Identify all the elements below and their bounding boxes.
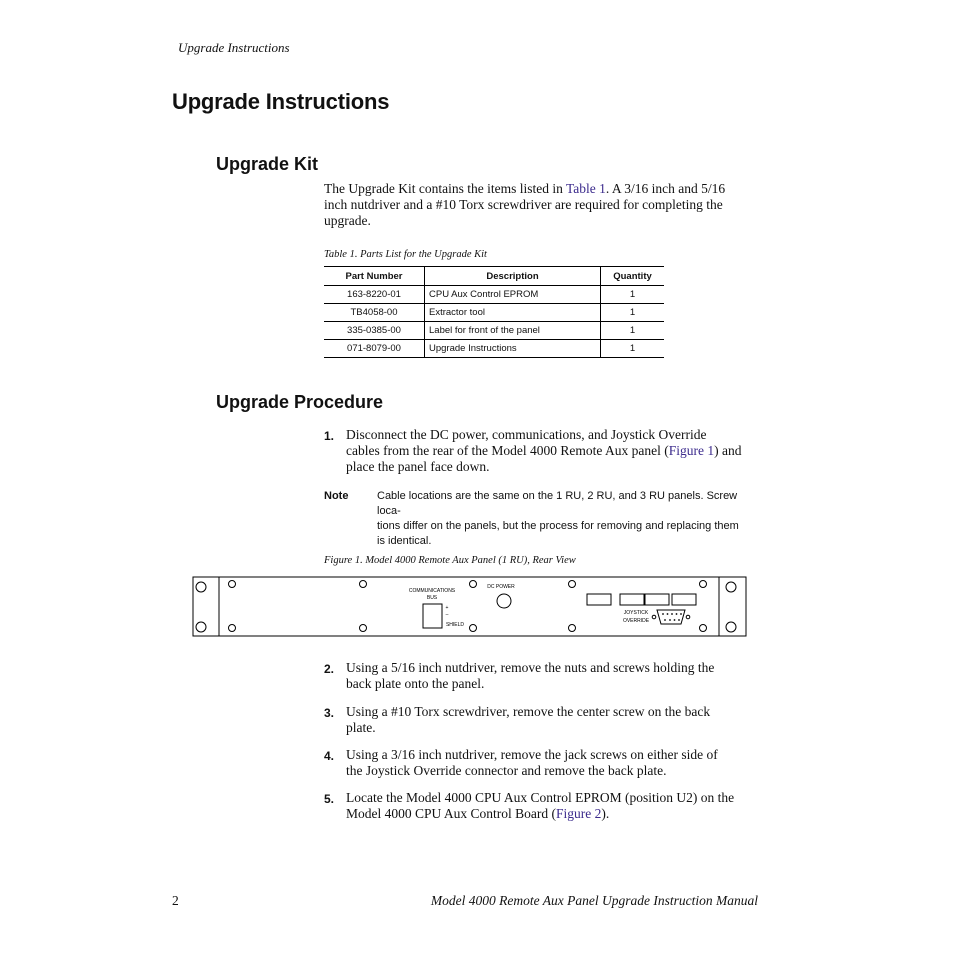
footer-manual-title: Model 4000 Remote Aux Panel Upgrade Instruction Manual (430, 893, 758, 908)
step-4-line1: Using a 3/16 inch nutdriver, remove the jack screws on either side of (346, 747, 718, 762)
step-1-line2-cont: ) and (714, 443, 742, 458)
step-3-text (346, 704, 766, 736)
communications-label: COMMUNICATIONS (408, 588, 456, 594)
plus-label: + (445, 605, 449, 611)
col-header-part-number: Part Number (324, 267, 425, 286)
col-header-quantity: Quantity (601, 267, 665, 286)
step-4-number: 4. (324, 749, 335, 763)
step-4-text (346, 747, 766, 779)
connector-pin (662, 613, 664, 615)
cell-description: Upgrade Instructions (425, 340, 601, 358)
page-title: Upgrade Instructions (172, 89, 390, 114)
shield-label: SHIELD (445, 622, 465, 628)
kit-intro-text-cont: . A 3/16 inch and 5/16 (605, 181, 726, 196)
screw-icon (360, 625, 367, 632)
joystick-label: JOYSTICK (623, 610, 649, 616)
port-slot (672, 594, 696, 605)
step-3-line1: Using a #10 Torx screwdriver, remove the center screw on the back (346, 704, 711, 719)
cell-part-number: 163-8220-01 (324, 286, 425, 304)
jack-screw-icon (686, 615, 690, 619)
cell-quantity: 1 (601, 340, 665, 358)
cell-description: Extractor tool (425, 304, 601, 322)
cell-part-number: TB4058-00 (324, 304, 425, 322)
connector-pin (669, 619, 671, 621)
connector-pin (667, 613, 669, 615)
port-slot (587, 594, 611, 605)
screw-icon (470, 581, 477, 588)
step-2-number: 2. (324, 662, 335, 676)
cell-quantity: 1 (601, 322, 665, 340)
screw-icon (229, 625, 236, 632)
port-slot (620, 594, 644, 605)
step-5-line2: Model 4000 CPU Aux Control Board ( (346, 806, 557, 821)
figure-caption: Figure 1. Model 4000 Remote Aux Panel (1 RU), Rear View (324, 555, 576, 566)
screw-icon (569, 581, 576, 588)
step-1-number: 1. (324, 429, 335, 443)
kit-intro-line3: upgrade. (324, 213, 371, 228)
col-header-description: Description (425, 267, 601, 286)
table-1-link[interactable]: Table 1 (565, 181, 606, 196)
note-line3: is identical. (377, 535, 432, 547)
cell-description: CPU Aux Control EPROM (425, 286, 601, 304)
rack-mount-hole-icon (196, 622, 206, 632)
screw-icon (360, 581, 367, 588)
step-5-number: 5. (324, 792, 335, 806)
step-2-line2: back plate onto the panel. (346, 676, 485, 691)
step-5-line2-cont: ). (601, 806, 610, 821)
step-2-text (346, 660, 766, 692)
section-heading-upgrade-kit: Upgrade Kit (216, 154, 319, 174)
step-1-line1: Disconnect the DC power, communications, and Joystick Override (346, 427, 707, 442)
bus-label: BUS (426, 595, 438, 601)
section-heading-upgrade-procedure: Upgrade Procedure (216, 392, 384, 412)
connector-pin (680, 613, 682, 615)
kit-intro-text: The Upgrade Kit contains the items listed in (324, 181, 566, 196)
cell-quantity: 1 (601, 304, 665, 322)
dc-power-label: DC POWER (487, 584, 515, 590)
screw-icon (229, 581, 236, 588)
joystick-db9-connector-icon (657, 610, 685, 624)
communications-connector (423, 604, 442, 628)
note-line2: tions differ on the panels, but the process for removing and replacing them (377, 520, 739, 532)
step-4-line2: the Joystick Override connector and remove the back plate. (346, 763, 667, 778)
rack-mount-hole-icon (726, 622, 736, 632)
connector-pin (671, 613, 673, 615)
cell-quantity: 1 (601, 286, 665, 304)
figure-2-link[interactable]: Figure 2 (556, 806, 602, 821)
override-label: OVERRIDE (622, 618, 650, 624)
dc-power-jack-icon (497, 594, 511, 608)
screw-icon (700, 625, 707, 632)
rack-mount-hole-icon (196, 582, 206, 592)
connector-pin (678, 619, 680, 621)
figure-1-link[interactable]: Figure 1 (668, 443, 715, 458)
step-1-line2: cables from the rear of the Model 4000 Remote Aux panel ( (346, 443, 669, 458)
cell-part-number: 071-8079-00 (324, 340, 425, 358)
step-2-line1: Using a 5/16 inch nutdriver, remove the nuts and screws holding the (346, 660, 715, 675)
screw-icon (470, 625, 477, 632)
cell-description: Label for front of the panel (425, 322, 601, 340)
step-5-line1: Locate the Model 4000 CPU Aux Control EPROM (position U2) on the (346, 790, 735, 805)
step-1-line3: place the panel face down. (346, 459, 490, 474)
cell-part-number: 335-0385-00 (324, 322, 425, 340)
page-number: 2 (172, 893, 179, 908)
step-5-text (346, 790, 766, 822)
port-slot (645, 594, 669, 605)
note-label: Note (324, 490, 349, 502)
screw-icon (569, 625, 576, 632)
step-3-number: 3. (324, 706, 335, 720)
screw-icon (700, 581, 707, 588)
minus-label: – (445, 612, 449, 618)
jack-screw-icon (652, 615, 656, 619)
step-3-line2: plate. (346, 720, 376, 735)
running-header: Upgrade Instructions (178, 40, 290, 55)
table-caption: Table 1. Parts List for the Upgrade Kit (324, 249, 487, 260)
kit-intro-line2: inch nutdriver and a #10 Torx screwdriver are required for completing the (324, 197, 723, 212)
connector-pin (674, 619, 676, 621)
note-line1: Cable locations are the same on the 1 RU, 2 RU, and 3 RU panels. Screw loca- (377, 490, 738, 517)
rack-mount-hole-icon (726, 582, 736, 592)
connector-pin (676, 613, 678, 615)
connector-pin (664, 619, 666, 621)
